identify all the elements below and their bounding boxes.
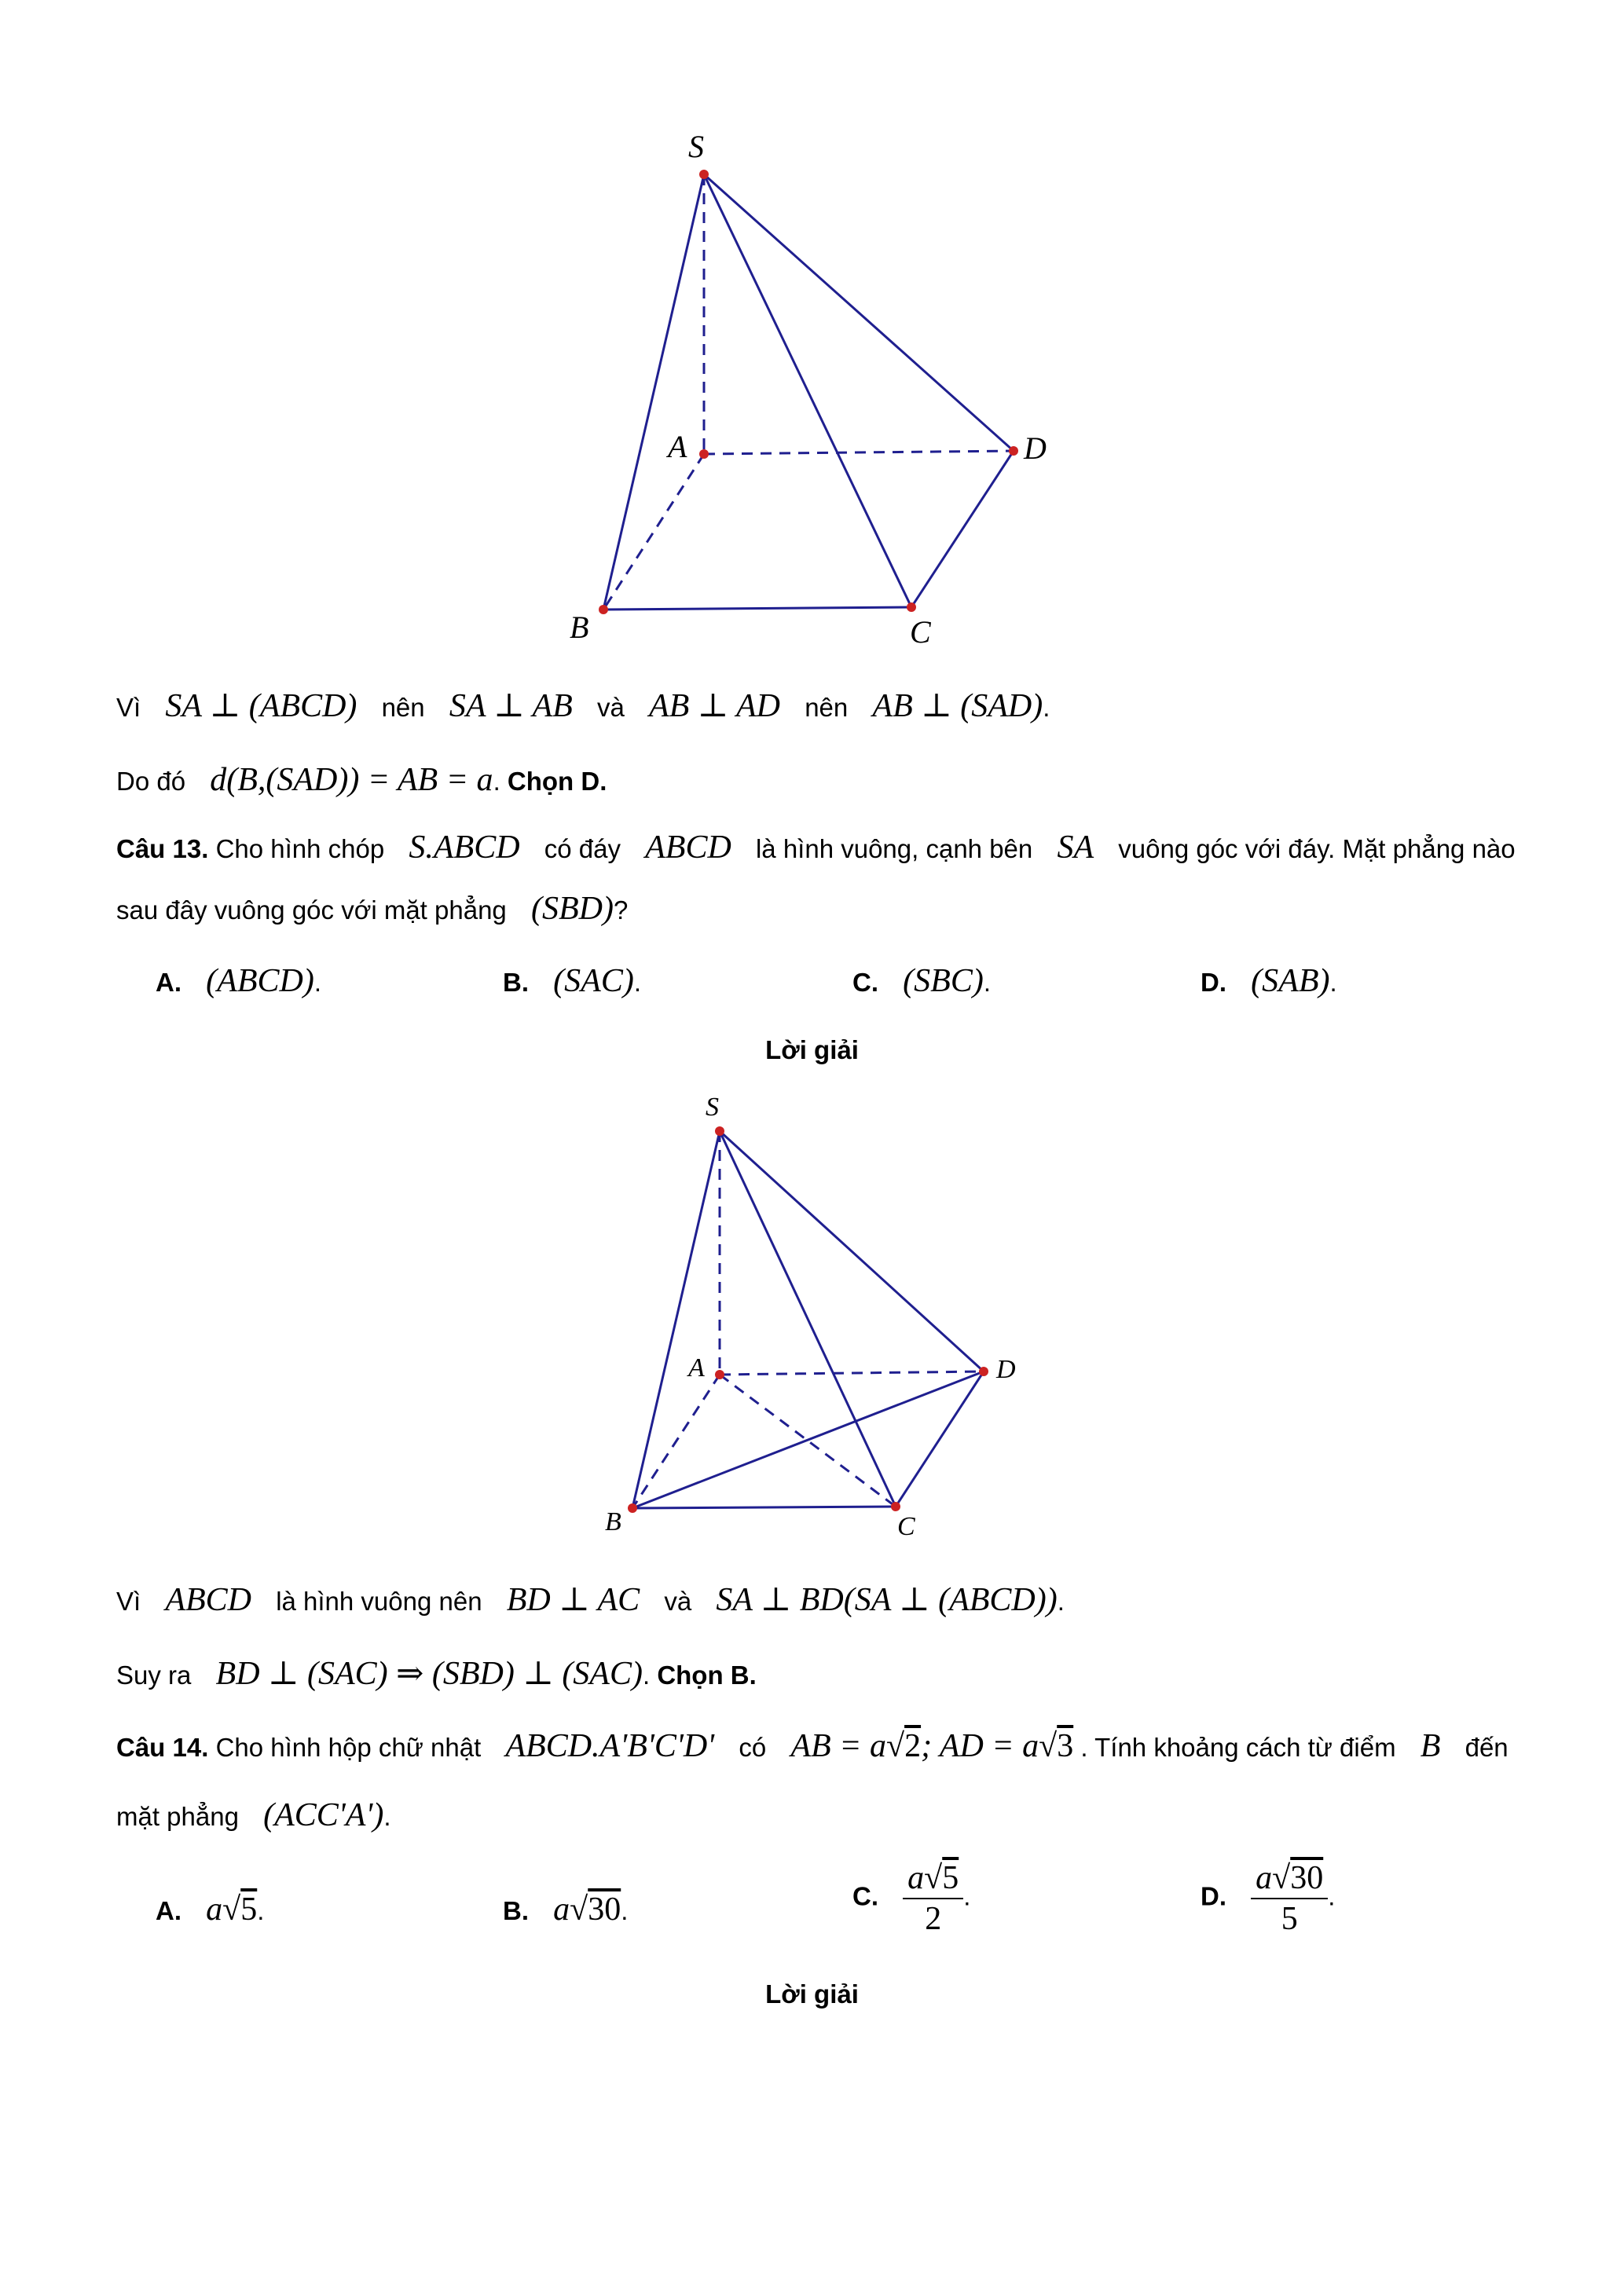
- fraction: $\frac{a√5}{2}$: [903, 1862, 963, 1935]
- label-s: S: [688, 129, 704, 164]
- label-a: A: [688, 1353, 705, 1382]
- q14-option-b[interactable]: B. a√30.: [503, 1891, 629, 1928]
- pyramid-figure-2: [0, 1076, 1624, 1547]
- q13-option-a[interactable]: A. (ABCD).: [156, 963, 321, 999]
- vertex-a: [699, 449, 709, 459]
- answer-choice-13: Chọn B.: [657, 1661, 757, 1690]
- label-c: C: [910, 614, 931, 650]
- solution13-line2: Suy ra BD ⊥ (SAC) ⇒ (SBD) ⊥ (SAC). Chọn B.: [116, 1656, 757, 1692]
- label-a: A: [668, 429, 687, 464]
- q14-solution-title: Lời giải: [765, 1979, 859, 2009]
- vertex-b: [628, 1503, 637, 1513]
- vertex-a: [715, 1370, 724, 1379]
- pyramid-figure-1: [0, 0, 1624, 660]
- q14-option-d[interactable]: D. $\frac{a√30}{5}$ .: [1201, 1860, 1336, 1937]
- question13-label: Câu 13.: [116, 834, 209, 863]
- vertex-c: [891, 1502, 900, 1511]
- vertex-c: [907, 602, 916, 612]
- fraction: $\frac{a√30}{5}$: [1251, 1862, 1328, 1935]
- question14-line1: Câu 14. Cho hình hộp chữ nhật ABCD.A'B'C'D' có AB = a√2; AD = a√3 . Tính khoảng cách từ điểm B đến: [116, 1728, 1509, 1764]
- q13-option-b[interactable]: B. (SAC).: [503, 963, 641, 999]
- solution12-line2: Do đó d(B,(SAD)) = AB = a. Chọn D.: [116, 762, 607, 798]
- label-c: C: [897, 1512, 915, 1541]
- q13-option-c[interactable]: C. (SBC).: [852, 963, 991, 999]
- question14-label: Câu 14.: [116, 1733, 209, 1762]
- question13-line1: Câu 13. Cho hình chóp S.ABCD có đáy ABCD là hình vuông, cạnh bên SA vuông góc với đáy. Mặt phẳng nào: [116, 829, 1516, 866]
- q13-option-d[interactable]: D. (SAB).: [1201, 963, 1337, 999]
- q13-solution-title: Lời giải: [765, 1035, 859, 1064]
- solution13-line1: Vì ABCD là hình vuông nên BD ⊥ AC và SA ⊥ BD(SA ⊥ (ABCD)).: [116, 1582, 1065, 1618]
- label-b: B: [570, 610, 589, 645]
- label-d: D: [1024, 430, 1047, 466]
- vertex-s: [715, 1126, 724, 1136]
- question13-line2: sau đây vuông góc với mặt phẳng (SBD)?: [116, 891, 629, 927]
- vertex-b: [599, 605, 608, 614]
- q14-option-c[interactable]: C. $\frac{a√5}{2}$ .: [852, 1860, 971, 1937]
- question14-line2: mặt phẳng (ACC'A').: [116, 1797, 391, 1833]
- answer-choice-12: Chọn D.: [507, 767, 607, 796]
- label-d: D: [996, 1355, 1016, 1384]
- solution12-line1: Vì SA ⊥ (ABCD) nên SA ⊥ AB và AB ⊥ AD nên AB ⊥ (SAD).: [116, 688, 1050, 724]
- label-b: B: [605, 1507, 621, 1536]
- vertex-d: [979, 1367, 988, 1376]
- vertex-s: [699, 170, 709, 179]
- label-s: S: [706, 1093, 719, 1122]
- q14-option-a[interactable]: A. a√5.: [156, 1891, 265, 1928]
- vertex-d: [1009, 446, 1018, 456]
